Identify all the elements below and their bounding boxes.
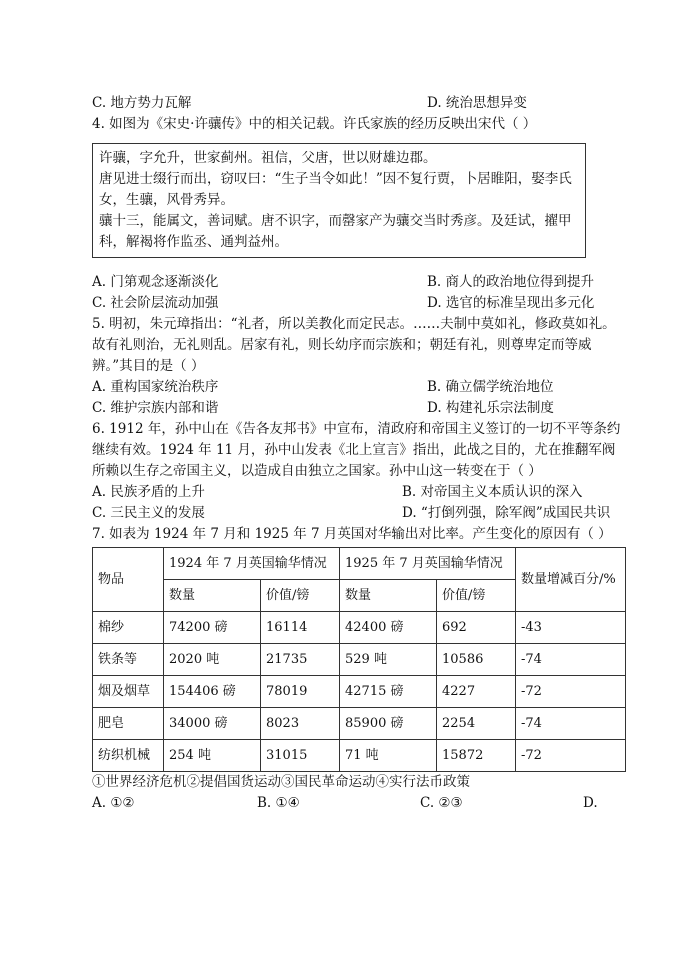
q7-options <box>92 793 622 814</box>
q3-option-d: D. 统治思想异变 <box>427 95 527 111</box>
header-item: 物品 <box>93 548 164 612</box>
cell-val-1925: 15872 <box>437 740 516 772</box>
q5-option-b: B. 确立儒学统治地位 <box>427 379 554 395</box>
cell-qty-1924: 74200 磅 <box>164 612 261 644</box>
header-1925: 1925 年 7 月英国输华情况 <box>340 548 516 580</box>
cell-val-1924: 31015 <box>261 740 340 772</box>
cell-qty-1925: 42400 磅 <box>340 612 437 644</box>
cell-qty-1925: 529 吨 <box>340 644 437 676</box>
q5-options-ab <box>92 377 622 398</box>
q5-stem: 5. 明初，朱元璋指出：“礼者，所以美教化而定民志。……夫制中莫如礼，修政莫如礼。故有礼则治，无礼则乱。居家有礼，则长幼序而宗族和；朝廷有礼，则尊卑定而等威辨。”其目的是（ ） <box>92 316 616 374</box>
cell-qty-1924: 34000 磅 <box>164 708 261 740</box>
cell-val-1925: 10586 <box>437 644 516 676</box>
q6-option-b: B. 对帝国主义本质认识的深入 <box>402 484 583 500</box>
table-row <box>93 676 626 708</box>
cell-qty-1925: 42715 磅 <box>340 676 437 708</box>
q6-option-d: D. “打倒列强，除军阀”成国民共识 <box>402 505 611 521</box>
cell-val-1925: 2254 <box>437 708 516 740</box>
q6-option-c: C. 三民主义的发展 <box>92 505 205 521</box>
q7-stem: 7. 如表为 1924 年 7 月和 1925 年 7 月英国对华输出对比率。产生变化的原因有（ ） <box>92 526 612 542</box>
q7-factors: ①世界经济危机②提倡国货运动③国民革命运动④实行法币政策 <box>92 774 470 790</box>
q6-options-ab <box>92 482 622 503</box>
q7-option-a: A. ①② <box>92 795 135 811</box>
q4-option-c: C. 社会阶层流动加强 <box>92 295 219 311</box>
subheader-val-1925: 价值/镑 <box>437 580 516 612</box>
cell-item: 肥皂 <box>93 708 164 740</box>
cell-percent: -43 <box>516 612 626 644</box>
cell-val-1924: 16114 <box>261 612 340 644</box>
cell-item: 烟及烟草 <box>93 676 164 708</box>
q5-options-cd <box>92 398 622 419</box>
cell-percent: -72 <box>516 676 626 708</box>
cell-percent: -74 <box>516 644 626 676</box>
subheader-qty-1924: 数量 <box>164 580 261 612</box>
cell-qty-1924: 2020 吨 <box>164 644 261 676</box>
q5-option-d: D. 构建礼乐宗法制度 <box>427 400 554 416</box>
table-row <box>93 708 626 740</box>
q4-stem: 4. 如图为《宋史·许骧传》中的相关记载。许氏家族的经历反映出宋代（ ） <box>92 116 537 132</box>
q7-option-d: D. <box>583 795 598 811</box>
q6-option-a: A. 民族矛盾的上升 <box>92 484 205 500</box>
cell-item: 铁条等 <box>93 644 164 676</box>
q6-options-cd <box>92 503 622 524</box>
cell-val-1925: 4227 <box>437 676 516 708</box>
q4-option-d: D. 选官的标准呈现出多元化 <box>427 295 595 311</box>
q5-option-a: A. 重构国家统治秩序 <box>92 379 219 395</box>
cell-qty-1925: 85900 磅 <box>340 708 437 740</box>
q3-options-cd <box>92 93 622 114</box>
table-header-row <box>93 548 626 580</box>
q4-quote-line-2: 唐见进士缀行而出，窃叹曰：“生子当令如此！”因不复行贾，卜居睢阳，娶李氏女，生骧，风骨秀异。 <box>99 171 572 208</box>
q4-options-cd <box>92 293 622 314</box>
subheader-qty-1925: 数量 <box>340 580 437 612</box>
q4-quote-box <box>92 143 586 258</box>
table-row <box>93 740 626 772</box>
q7-option-c: C. ②③ <box>420 795 463 811</box>
q5-option-c: C. 维护宗族内部和谐 <box>92 400 219 416</box>
q4-option-a: A. 门第观念逐渐淡化 <box>92 274 219 290</box>
q7-table <box>92 547 626 772</box>
cell-val-1924: 21735 <box>261 644 340 676</box>
q7-option-b: B. ①④ <box>257 795 300 811</box>
cell-percent: -72 <box>516 740 626 772</box>
cell-item: 棉纱 <box>93 612 164 644</box>
header-1924: 1924 年 7 月英国输华情况 <box>164 548 340 580</box>
cell-qty-1924: 154406 磅 <box>164 676 261 708</box>
cell-qty-1924: 254 吨 <box>164 740 261 772</box>
table-row <box>93 612 626 644</box>
cell-qty-1925: 71 吨 <box>340 740 437 772</box>
q4-options-ab <box>92 272 622 293</box>
subheader-val-1924: 价值/镑 <box>261 580 340 612</box>
exam-page <box>92 93 622 814</box>
q4-quote-line-1: 许骧，字允升，世家蓟州。祖信，父唐，世以财雄边郡。 <box>99 150 437 166</box>
header-percent: 数量增减百分/% <box>516 548 626 612</box>
cell-item: 纺织机械 <box>93 740 164 772</box>
cell-val-1924: 8023 <box>261 708 340 740</box>
cell-val-1925: 692 <box>437 612 516 644</box>
table-row <box>93 644 626 676</box>
q6-stem: 6. 1912 年，孙中山在《告各友邦书》中宣布，清政府和帝国主义签订的一切不平等条约继续有效。1924 年 11 月，孙中山发表《北上宣言》指出，此战之目的，尤在推翻军阀所赖以生存之帝国主义，以造成自由独立之国家。孙中山这一转变在于（ ） <box>92 421 621 479</box>
cell-val-1924: 78019 <box>261 676 340 708</box>
q4-quote-line-3: 骧十三，能属文，善词赋。唐不识字，而罄家产为骧交当时秀彦。及廷试，擢甲科，解褐将作监丞、通判益州。 <box>99 213 572 250</box>
q4-option-b: B. 商人的政治地位得到提升 <box>427 274 595 290</box>
q3-option-c: C. 地方势力瓦解 <box>92 95 192 111</box>
cell-percent: -74 <box>516 708 626 740</box>
